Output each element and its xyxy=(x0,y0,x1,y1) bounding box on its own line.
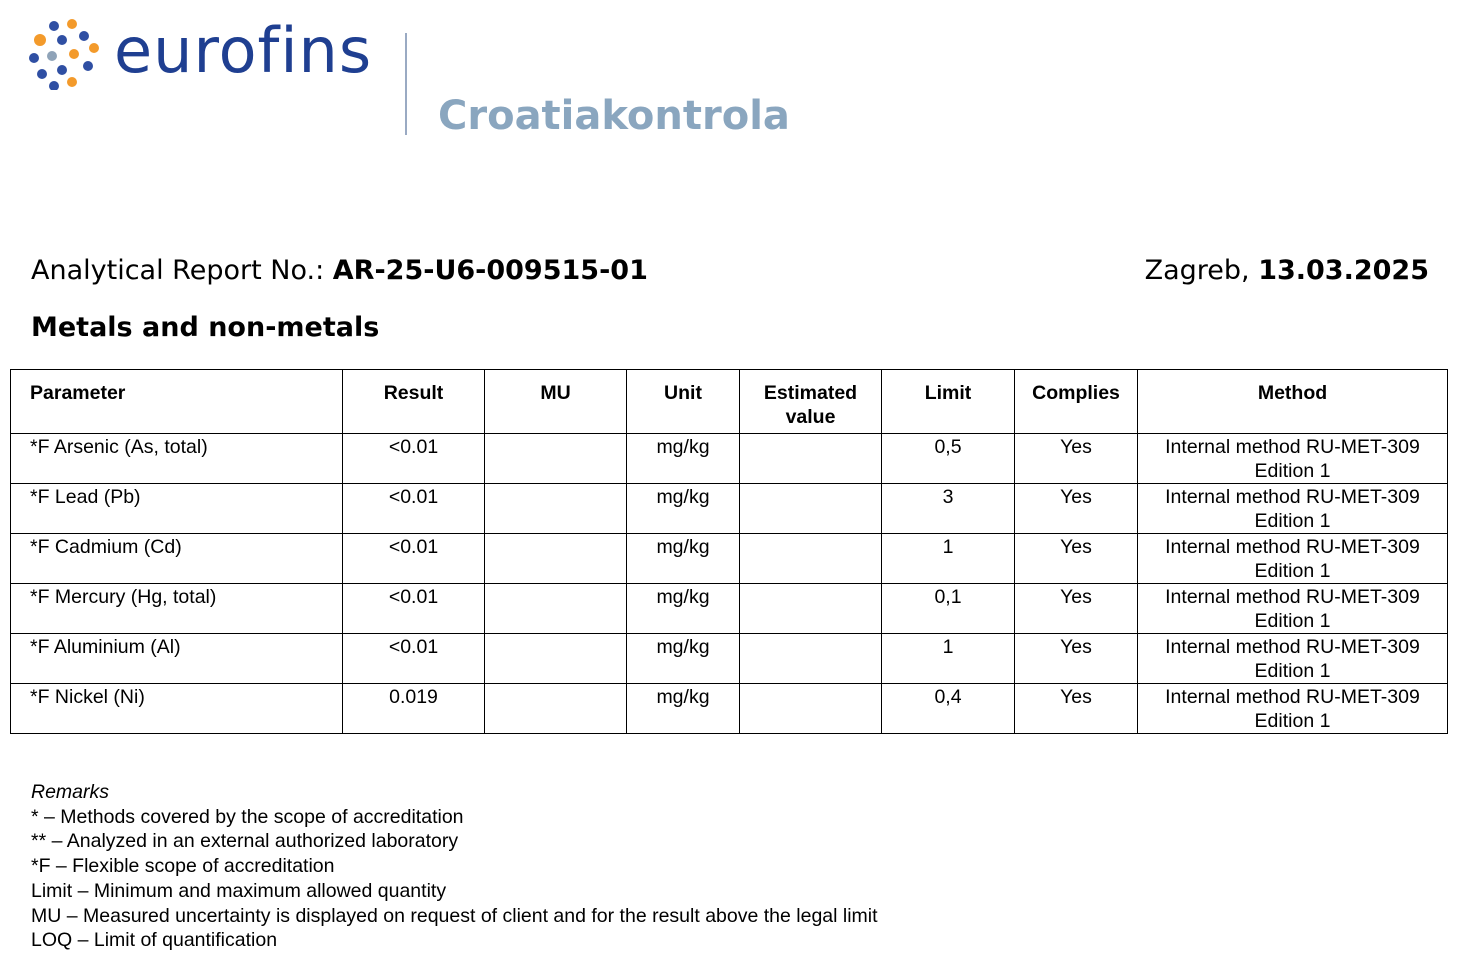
cell-complies: Yes xyxy=(1015,634,1138,684)
cell-complies: Yes xyxy=(1015,584,1138,634)
cell-limit: 0,4 xyxy=(882,684,1015,734)
cell-parameter: *F Aluminium (Al) xyxy=(11,634,343,684)
cell-complies: Yes xyxy=(1015,484,1138,534)
cell-mu xyxy=(485,434,627,484)
table-row xyxy=(11,534,1448,584)
cell-unit: mg/kg xyxy=(627,584,740,634)
cell-mu xyxy=(485,484,627,534)
method-line1: Internal method RU-MET-309 xyxy=(1165,586,1420,608)
cell-method xyxy=(1138,684,1448,734)
eurofins-logo-text: eurofins xyxy=(114,14,373,87)
cell-result: 0.019 xyxy=(343,684,485,734)
cell-parameter: *F Lead (Pb) xyxy=(11,484,343,534)
report-date: 13.03.2025 xyxy=(1258,255,1429,286)
header-parameter: Parameter xyxy=(11,370,343,434)
method-line2: Edition 1 xyxy=(1254,460,1331,482)
header-limit: Limit xyxy=(882,370,1015,434)
method-line1: Internal method RU-MET-309 xyxy=(1165,536,1420,558)
cell-mu xyxy=(485,584,627,634)
cell-unit: mg/kg xyxy=(627,484,740,534)
report-header xyxy=(31,255,1429,286)
header-mu: MU xyxy=(485,370,627,434)
cell-unit: mg/kg xyxy=(627,634,740,684)
table-row xyxy=(11,484,1448,534)
header-result: Result xyxy=(343,370,485,434)
remarks-title: Remarks xyxy=(31,781,110,803)
cell-estimated-value xyxy=(740,584,882,634)
cell-parameter: *F Cadmium (Cd) xyxy=(11,534,343,584)
cell-result: <0.01 xyxy=(343,634,485,684)
cell-unit: mg/kg xyxy=(627,434,740,484)
header-estimated-line2: value xyxy=(785,406,836,428)
cell-limit: 0,1 xyxy=(882,584,1015,634)
section-title: Metals and non-metals xyxy=(31,312,380,343)
results-table xyxy=(10,369,1448,734)
remark-line: LOQ – Limit of quantification xyxy=(31,929,278,952)
cell-parameter: *F Mercury (Hg, total) xyxy=(11,584,343,634)
remark-line: * – Methods covered by the scope of accreditation xyxy=(31,805,464,828)
cell-result: <0.01 xyxy=(343,534,485,584)
remark-line: MU – Measured uncertainty is displayed on request of client and for the result above the legal limit xyxy=(31,904,878,927)
cell-complies: Yes xyxy=(1015,434,1138,484)
croatiakontrola-logo-text: Croatiakontrola xyxy=(438,93,790,139)
cell-method xyxy=(1138,584,1448,634)
cell-method xyxy=(1138,484,1448,534)
cell-unit: mg/kg xyxy=(627,684,740,734)
cell-estimated-value xyxy=(740,434,882,484)
cell-complies: Yes xyxy=(1015,684,1138,734)
cell-mu xyxy=(485,634,627,684)
cell-estimated-value xyxy=(740,484,882,534)
cell-result: <0.01 xyxy=(343,584,485,634)
report-number-block xyxy=(31,255,648,286)
cell-unit: mg/kg xyxy=(627,534,740,584)
logo-divider xyxy=(405,33,407,135)
cell-parameter: *F Arsenic (As, total) xyxy=(11,434,343,484)
cell-complies: Yes xyxy=(1015,534,1138,584)
report-city: Zagreb, xyxy=(1144,255,1259,286)
cell-method xyxy=(1138,434,1448,484)
header-estimated-line1: Estimated xyxy=(763,382,858,404)
table-row xyxy=(11,434,1448,484)
cell-method xyxy=(1138,534,1448,584)
report-date-block xyxy=(1145,255,1429,286)
cell-limit: 1 xyxy=(882,534,1015,584)
remark-line: Limit – Minimum and maximum allowed quantity xyxy=(31,879,447,902)
remark-line: ** – Analyzed in an external authorized laboratory xyxy=(31,830,459,853)
cell-method xyxy=(1138,634,1448,684)
table-row xyxy=(11,584,1448,634)
table-row xyxy=(11,634,1448,684)
method-line2: Edition 1 xyxy=(1254,560,1331,582)
report-number: AR-25-U6-009515-01 xyxy=(332,255,648,286)
cell-estimated-value xyxy=(740,534,882,584)
method-line2: Edition 1 xyxy=(1254,510,1331,532)
cell-estimated-value xyxy=(740,684,882,734)
remark-line: *F – Flexible scope of accreditation xyxy=(31,855,335,878)
method-line2: Edition 1 xyxy=(1254,660,1331,682)
header-estimated-value xyxy=(740,370,882,434)
cell-mu xyxy=(485,684,627,734)
cell-result: <0.01 xyxy=(343,484,485,534)
cell-limit: 0,5 xyxy=(882,434,1015,484)
remarks xyxy=(31,780,878,953)
report-label: Analytical Report No.: xyxy=(31,255,333,286)
method-line1: Internal method RU-MET-309 xyxy=(1165,486,1420,508)
method-line1: Internal method RU-MET-309 xyxy=(1165,686,1420,708)
header-unit: Unit xyxy=(627,370,740,434)
header-method: Method xyxy=(1138,370,1448,434)
table-header-row xyxy=(11,370,1448,434)
cell-mu xyxy=(485,534,627,584)
table-body xyxy=(11,434,1448,734)
table-row xyxy=(11,684,1448,734)
method-line2: Edition 1 xyxy=(1254,610,1331,632)
header-complies: Complies xyxy=(1015,370,1138,434)
cell-estimated-value xyxy=(740,634,882,684)
eurofins-dots-icon xyxy=(28,18,100,90)
cell-parameter: *F Nickel (Ni) xyxy=(11,684,343,734)
method-line1: Internal method RU-MET-309 xyxy=(1165,436,1420,458)
method-line1: Internal method RU-MET-309 xyxy=(1165,636,1420,658)
cell-result: <0.01 xyxy=(343,434,485,484)
cell-limit: 1 xyxy=(882,634,1015,684)
logo-area xyxy=(28,14,790,148)
cell-limit: 3 xyxy=(882,484,1015,534)
method-line2: Edition 1 xyxy=(1254,710,1331,732)
